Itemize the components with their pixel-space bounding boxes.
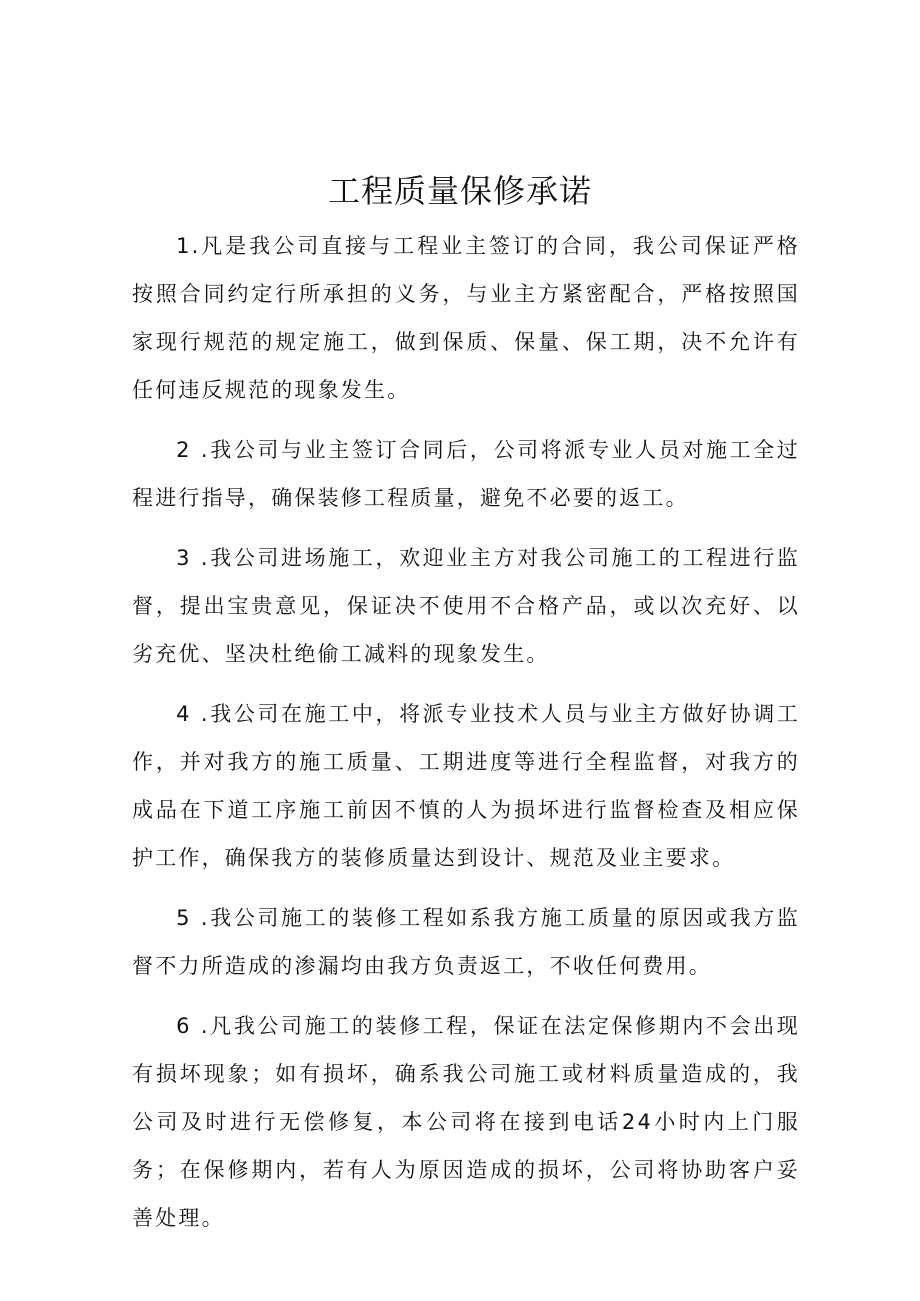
paragraph-5: 5 .我公司施工的装修工程如系我方施工质量的原因或我方监督不力所造成的渗漏均由我方负责返工，不收任何费用。	[132, 906, 800, 978]
document-title: 工程质量保修承诺	[327, 172, 592, 210]
paragraph-6: 6 .凡我公司施工的装修工程，保证在法定保修期内不会出现有损坏现象；如有损坏，确系我公司施工或材料质量造成的，我公司及时进行无偿修复，本公司将在接到电话24小时内上门服务；在保修期内，若有人为原因造成的损坏，公司将协助客户妥善处理。	[132, 1014, 800, 1230]
paragraph-2: 2 .我公司与业主签订合同后，公司将派专业人员对施工全过程进行指导，确保装修工程质量，避免不必要的返工。	[132, 438, 800, 510]
document-body	[132, 222, 800, 1254]
paragraph-4: 4 .我公司在施工中，将派专业技术人员与业主方做好协调工作，并对我方的施工质量、工期进度等进行全程监督，对我方的成品在下道工序施工前因不慎的人为损坏进行监督检查及相应保护工作，确保我方的装修质量达到设计、规范及业主要求。	[132, 702, 800, 870]
paragraph-1: 1.凡是我公司直接与工程业主签订的合同，我公司保证严格按照合同约定行所承担的义务，与业主方紧密配合，严格按照国家现行规范的规定施工，做到保质、保量、保工期，决不允许有任何违反规范的现象发生。	[132, 234, 800, 402]
paragraph-3: 3 .我公司进场施工，欢迎业主方对我公司施工的工程进行监督，提出宝贵意见，保证决不使用不合格产品，或以次充好、以劣充优、坚决杜绝偷工减料的现象发生。	[132, 546, 800, 666]
